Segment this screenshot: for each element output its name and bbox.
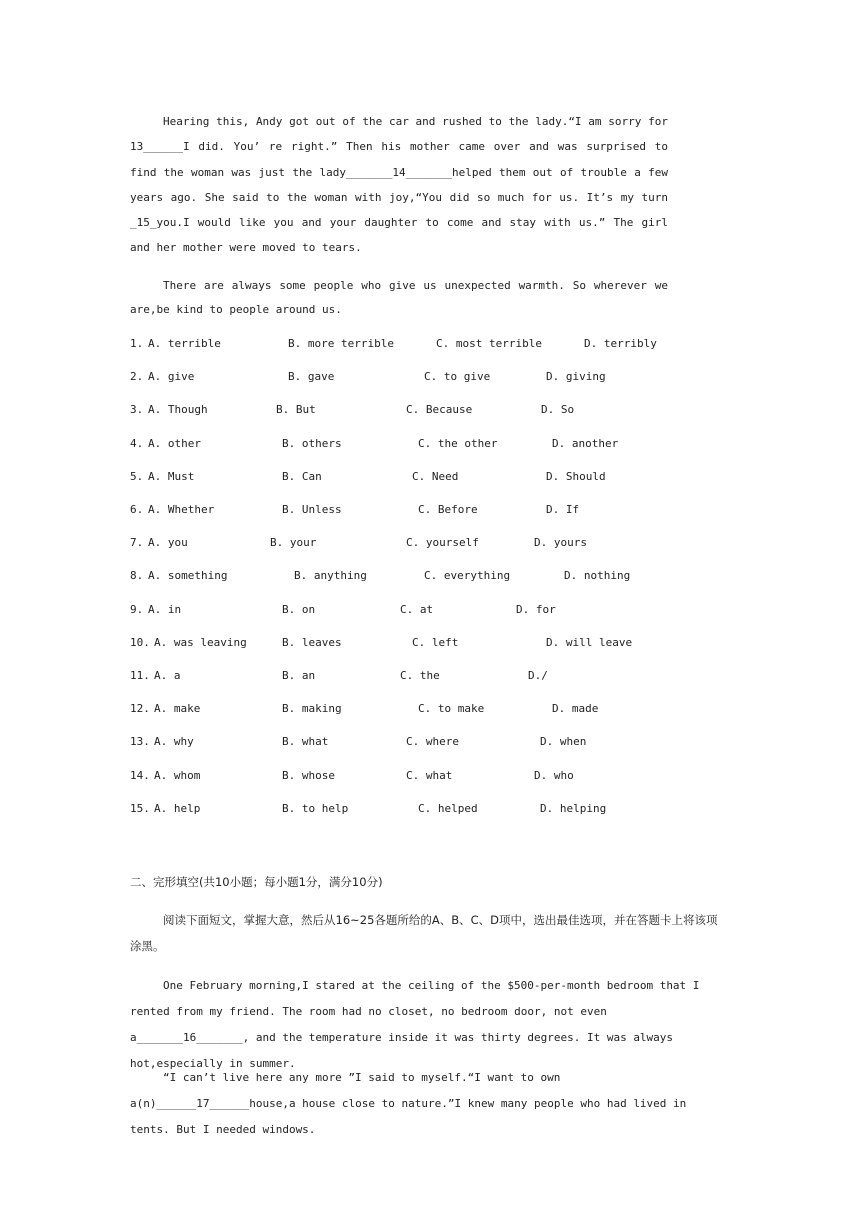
option-c: C. Before <box>418 503 478 516</box>
option-d: D. when <box>540 735 587 749</box>
option-d: D. another <box>552 436 619 450</box>
option-c: C. most terrible <box>436 337 542 350</box>
passage-paragraph-1: Hearing this, Andy got out of the car and rushed to the lady.“I am sorry for 13______I did. You’ re right.” Then his mother came over and was surprised to find the woman was just the lady_______14_______helped them out of trouble a few years ago. She said to the woman with joy,“You did so much for us. It’s my turn _15_you.I would like you and your daughter to come and stay with us.” The girl and her mother were moved to tears. <box>130 115 668 255</box>
option-a: A. terrible <box>148 337 221 350</box>
option-a: A. something <box>148 569 228 583</box>
section-heading: 二、完形填空(共10小题；每小题1分，满分10分) <box>130 875 383 889</box>
option-b: B. on <box>282 602 316 616</box>
option-c: C. helped <box>418 801 478 815</box>
question-number: 10. <box>130 635 150 649</box>
option-d: D. helping <box>540 801 607 815</box>
option-b: B. Unless <box>282 503 342 516</box>
option-d: D. yours <box>534 536 587 550</box>
option-d: D. So <box>541 403 575 417</box>
option-d: D. will leave <box>546 635 633 649</box>
option-b: B. to help <box>282 801 349 815</box>
question-number: 2. <box>130 370 144 384</box>
option-c: C. to give <box>424 370 491 384</box>
question-row <box>130 666 730 686</box>
passage-paragraph-2: There are always some people who give us unexpected warmth. So wherever we are,be kind to people around us. <box>130 279 668 316</box>
option-a: A. a <box>154 669 181 682</box>
question-row <box>130 732 730 752</box>
option-a: A. other <box>148 436 201 450</box>
question-number: 12. <box>130 702 150 716</box>
question-row <box>130 500 730 520</box>
option-c: C. Need <box>412 469 459 483</box>
question-number: 8. <box>130 569 144 583</box>
option-b: B. leaves <box>282 635 342 649</box>
option-c: C. everything <box>424 569 511 583</box>
question-number: 11. <box>130 669 150 682</box>
option-a: A. Whether <box>148 503 215 516</box>
option-d: D. for <box>516 602 556 616</box>
option-c: C. to make <box>418 702 485 716</box>
option-c: C. at <box>400 602 434 616</box>
option-b: B. But <box>276 403 316 417</box>
option-b: B. making <box>282 702 342 716</box>
option-b: B. Can <box>282 469 322 483</box>
option-d: D. terribly <box>584 337 657 350</box>
question-number: 13. <box>130 735 150 749</box>
question-row <box>130 533 730 553</box>
option-c: C. Because <box>406 403 473 417</box>
option-d: D. nothing <box>564 569 631 583</box>
option-d: D. made <box>552 702 599 716</box>
question-row <box>130 400 730 420</box>
option-b: B. your <box>270 536 317 550</box>
option-c: C. where <box>406 735 459 749</box>
option-d: D. Should <box>546 469 606 483</box>
section-instructions: 阅读下面短文，掌握大意，然后从16~25各题所给的A、B、C、D项中，选出最佳选项，并在答题卡上将该项涂黑。 <box>130 913 718 953</box>
option-a: A. why <box>154 735 194 749</box>
question-row <box>130 467 730 487</box>
option-a: A. give <box>148 370 195 384</box>
question-row <box>130 334 730 354</box>
question-number: 9. <box>130 602 144 616</box>
passage-paragraph-4: “I can’t live here any more ”I said to myself.“I want to own a(n)______17______house,a house close to nature.”I knew many people who had lived in tents. But I needed windows. <box>130 1071 687 1136</box>
option-a: A. was leaving <box>154 635 247 649</box>
question-number: 15. <box>130 801 150 815</box>
question-number: 7. <box>130 536 144 550</box>
option-a: A. in <box>148 602 182 616</box>
question-row <box>130 699 730 719</box>
option-c: C. what <box>406 768 453 782</box>
option-a: A. you <box>148 536 188 550</box>
passage-paragraph-3: One February morning,I stared at the ceiling of the $500-per-month bedroom that I rented from my friend. The room had no closet, no bedroom door, not even a_______16_______, and the temperature inside it was thirty degrees. It was always hot,especially in summer. <box>130 979 700 1070</box>
option-b: B. more terrible <box>288 337 394 350</box>
option-b: B. anything <box>294 569 367 583</box>
option-d: D. If <box>546 503 580 516</box>
question-number: 3. <box>130 403 144 417</box>
option-a: A. Must <box>148 469 195 483</box>
question-row <box>130 600 730 620</box>
option-c: C. the <box>400 669 440 682</box>
question-number: 1. <box>130 337 144 350</box>
option-d: D. giving <box>546 370 606 384</box>
option-b: B. an <box>282 669 316 682</box>
question-number: 5. <box>130 469 144 483</box>
option-d: D./ <box>528 669 548 682</box>
question-row <box>130 367 730 387</box>
question-row <box>130 633 730 653</box>
question-row <box>130 566 730 586</box>
option-b: B. others <box>282 436 342 450</box>
option-b: B. what <box>282 735 329 749</box>
question-number: 14. <box>130 768 150 782</box>
question-number: 4. <box>130 436 144 450</box>
option-d: D. who <box>534 768 574 782</box>
option-a: A. Though <box>148 403 208 417</box>
option-a: A. help <box>154 801 201 815</box>
option-a: A. whom <box>154 768 201 782</box>
question-row <box>130 766 730 786</box>
option-b: B. gave <box>288 370 335 384</box>
question-number: 6. <box>130 503 144 516</box>
question-row <box>130 434 730 454</box>
option-c: C. left <box>412 635 459 649</box>
option-c: C. the other <box>418 436 498 450</box>
option-c: C. yourself <box>406 536 479 550</box>
question-row <box>130 799 730 819</box>
option-a: A. make <box>154 702 201 716</box>
option-b: B. whose <box>282 768 335 782</box>
